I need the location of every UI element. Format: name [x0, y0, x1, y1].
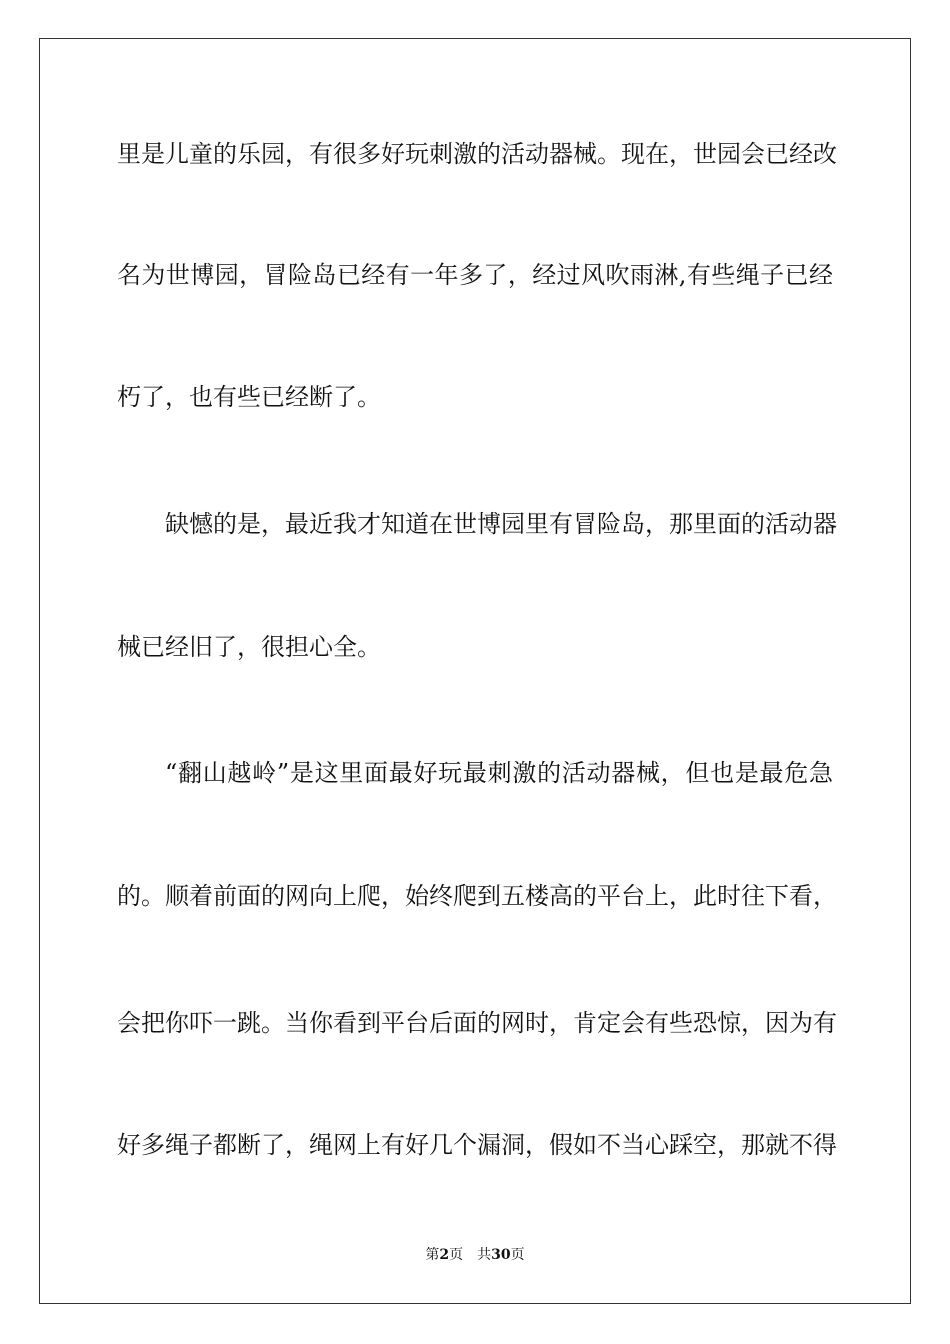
text-line-8: 会把你吓一跳。当你看到平台后面的网时，肯定会有些恐惊，因为有 [117, 1009, 837, 1037]
page-frame [39, 38, 911, 1304]
text-line-6: “翻山越岭”是这里面最好玩最刺激的活动器械，但也是最危急 [165, 759, 833, 787]
text-line-5: 械已经旧了，很担心全。 [117, 633, 381, 661]
page-prefix: 第 [425, 1247, 440, 1263]
total-suffix: 页 [510, 1247, 525, 1263]
page-footer [0, 1246, 950, 1264]
total-pages: 30 [491, 1247, 511, 1263]
total-prefix: 共 [477, 1247, 492, 1263]
text-line-2: 名为世博园，冒险岛已经有一年多了，经过风吹雨淋,有些绳子已经 [117, 261, 833, 289]
text-line-9: 好多绳子都断了，绳网上有好几个漏洞，假如不当心踩空，那就不得 [117, 1131, 837, 1159]
text-line-4: 缺憾的是，最近我才知道在世博园里有冒险岛，那里面的活动器 [165, 510, 837, 538]
page-number: 2 [439, 1247, 450, 1263]
text-line-7: 的。顺着前面的网向上爬，始终爬到五楼高的平台上，此时往下看， [117, 882, 837, 910]
page-suffix: 页 [449, 1247, 464, 1263]
text-line-1: 里是儿童的乐园，有很多好玩刺激的活动器械。现在，世园会已经改 [117, 140, 837, 168]
text-line-3: 朽了，也有些已经断了。 [117, 383, 381, 411]
